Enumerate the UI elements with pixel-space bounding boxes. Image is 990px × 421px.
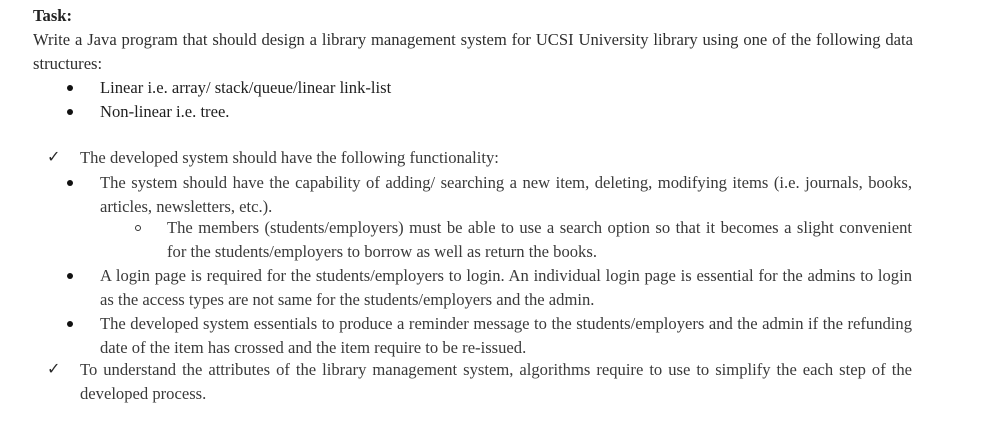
bullet-icon bbox=[67, 321, 73, 327]
requirement-attributes: To understand the attributes of the library management system, algorithms require to use to simplify the each step of the developed process. bbox=[80, 360, 912, 403]
bullet-icon bbox=[67, 180, 73, 186]
bullet-icon bbox=[67, 85, 73, 91]
task-intro: Write a Java program that should design a library management system for UCSI University library using one of the following data structures: bbox=[33, 30, 913, 73]
structure-item-nonlinear: Non-linear i.e. tree. bbox=[100, 102, 230, 121]
bullet-icon bbox=[67, 109, 73, 115]
task-heading: Task: bbox=[33, 6, 73, 25]
functionality-subitem-search: The members (students/employers) must be able to use a search option so that it becomes a slight convenient for the students/employers to borrow as well as return the books. bbox=[167, 218, 912, 261]
check-mark-icon: ✓ bbox=[47, 361, 61, 378]
check-mark-icon: ✓ bbox=[47, 149, 61, 166]
bullet-icon bbox=[67, 273, 73, 279]
requirement-functionality: The developed system should have the following functionality: bbox=[80, 148, 499, 167]
sub-bullet-icon bbox=[135, 225, 141, 231]
functionality-item-reminder: The developed system essentials to produce a reminder message to the students/employers and the admin if the refunding date of the item has crossed and the item require to be re-issued. bbox=[100, 314, 912, 357]
functionality-item-capability: The system should have the capability of adding/ searching a new item, deleting, modifying items (i.e. journals, books, articles, newsletters, etc.). bbox=[100, 173, 912, 216]
functionality-item-login: A login page is required for the students/employers to login. An individual login page is essential for the admins to login as the access types are not same for the students/employers and the admin. bbox=[100, 266, 912, 309]
structure-item-linear: Linear i.e. array/ stack/queue/linear link-list bbox=[100, 78, 392, 97]
